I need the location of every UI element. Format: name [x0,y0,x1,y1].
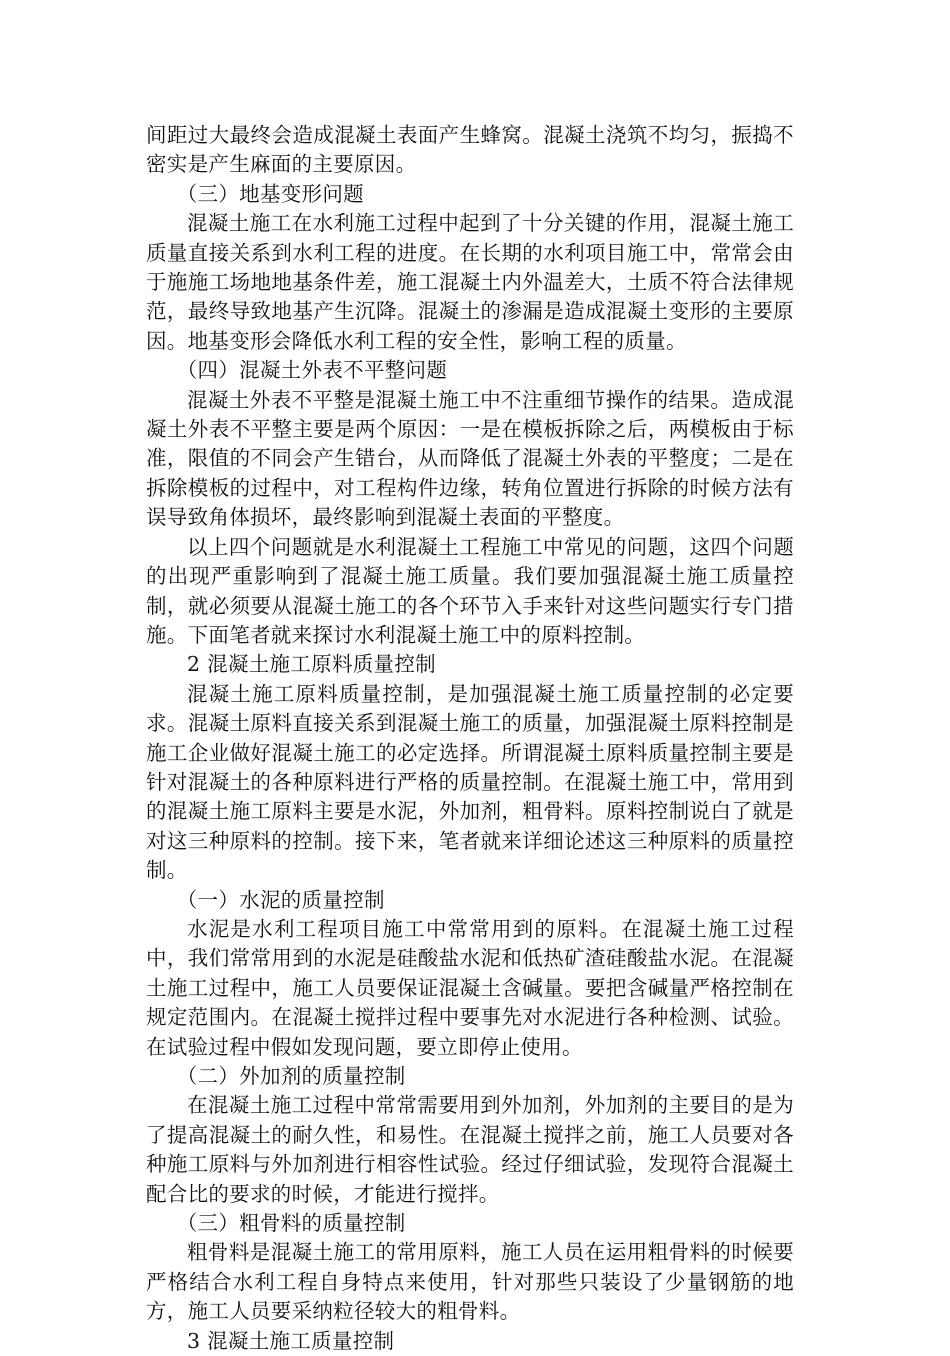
subheading-cement: （一）水泥的质量控制 [176,887,385,912]
subheading-foundation-deformation: （三）地基变形问题 [176,181,364,206]
subheading-coarse-aggregate: （三）粗骨料的质量控制 [176,1211,406,1236]
section-heading-3: 3 混凝土施工质量控制 [187,1328,395,1353]
paragraph-foundation-deformation: 混凝土施工在水利施工过程中起到了十分关键的作用，混凝土施工质量直接关系到水利工程的进度。在长期的水利项目施工中，常常会由于施施工场地地基条件差，施工混凝土内外温差大，土质不符合法律规范，最终导致地基产生沉降。混凝土的渗漏是造成混凝土变形的主要原因。地基变形会降低水利工程的安全性，影响工程的质量。 [146,211,794,353]
subheading-admixture: （二）外加剂的质量控制 [176,1064,406,1088]
paragraph-cement: 水泥是水利工程项目施工中常常用到的原料。在混凝土施工过程中，我们常常用到的水泥是硅酸盐水泥和低热矿渣硅酸盐水泥。在混凝土施工过程中，施工人员要保证混凝土含碱量。要把含碱量严格控制在规定范围内。在混凝土搅拌过程中要事先对水泥进行各种检测、试验。在试验过程中假如发现问题，要立即停止使用。 [146,916,794,1059]
paragraph-uneven-surface: 混凝土外表不平整是混凝土施工中不注重细节操作的结果。造成混凝土外表不平整主要是两个原因：一是在模板拆除之后，两模板由于标准，限值的不同会产生错台，从而降低了混凝土外表的平整度；二是在拆除模板的过程中，对工程构件边缘，转角位置进行拆除的时候方法有误导致角体损坏，最终影响到混凝土表面的平整度。 [146,387,794,530]
subheading-uneven-surface: （四）混凝土外表不平整问题 [176,358,448,383]
paragraph-coarse-aggregate: 粗骨料是混凝土施工的常用原料，施工人员在运用粗骨料的时候要严格结合水利工程自身特点来使用，针对那些只装设了少量钢筋的地方，施工人员要采纳粒径较大的粗骨料。 [146,1240,794,1324]
paragraph-summary: 以上四个问题就是水利混凝土工程施工中常见的问题，这四个问题的出现严重影响到了混凝土施工质量。我们要加强混凝土施工质量控制，就必须要从混凝土施工的各个环节入手来针对这些问题实行专门措施。下面笔者就来探讨水利混凝土施工中的原料控制。 [146,534,794,647]
section-heading-2: 2 混凝土施工原料质量控制 [187,652,436,677]
paragraph-raw-material-control: 混凝土施工原料质量控制，是加强混凝土施工质量控制的必定要求。混凝土原料直接关系到混凝土施工的质量，加强混凝土原料控制是施工企业做好混凝土施工的必定选择。所谓混凝土原料质量控制主要是针对混凝土的各种原料进行严格的质量控制。在混凝土施工中，常用到的混凝土施工原料主要是水泥，外加剂，粗骨料。原料控制说白了就是对这三种原料的控制。接下来，笔者就来详细论述这三种原料的质量控制。 [146,681,794,883]
paragraph-admixture: 在混凝土施工过程中常常需要用到外加剂，外加剂的主要目的是为了提高混凝土的耐久性，和易性。在混凝土搅拌之前，施工人员要对各种施工原料与外加剂进行相容性试验。经过仔细试验，发现符合混凝土配合比的要求的时候，才能进行搅拌。 [146,1093,794,1206]
document-page [146,121,794,1356]
paragraph-continuation: 间距过大最终会造成混凝土表面产生蜂窝。混凝土浇筑不均匀，振捣不密实是产生麻面的主要原因。 [146,123,794,177]
